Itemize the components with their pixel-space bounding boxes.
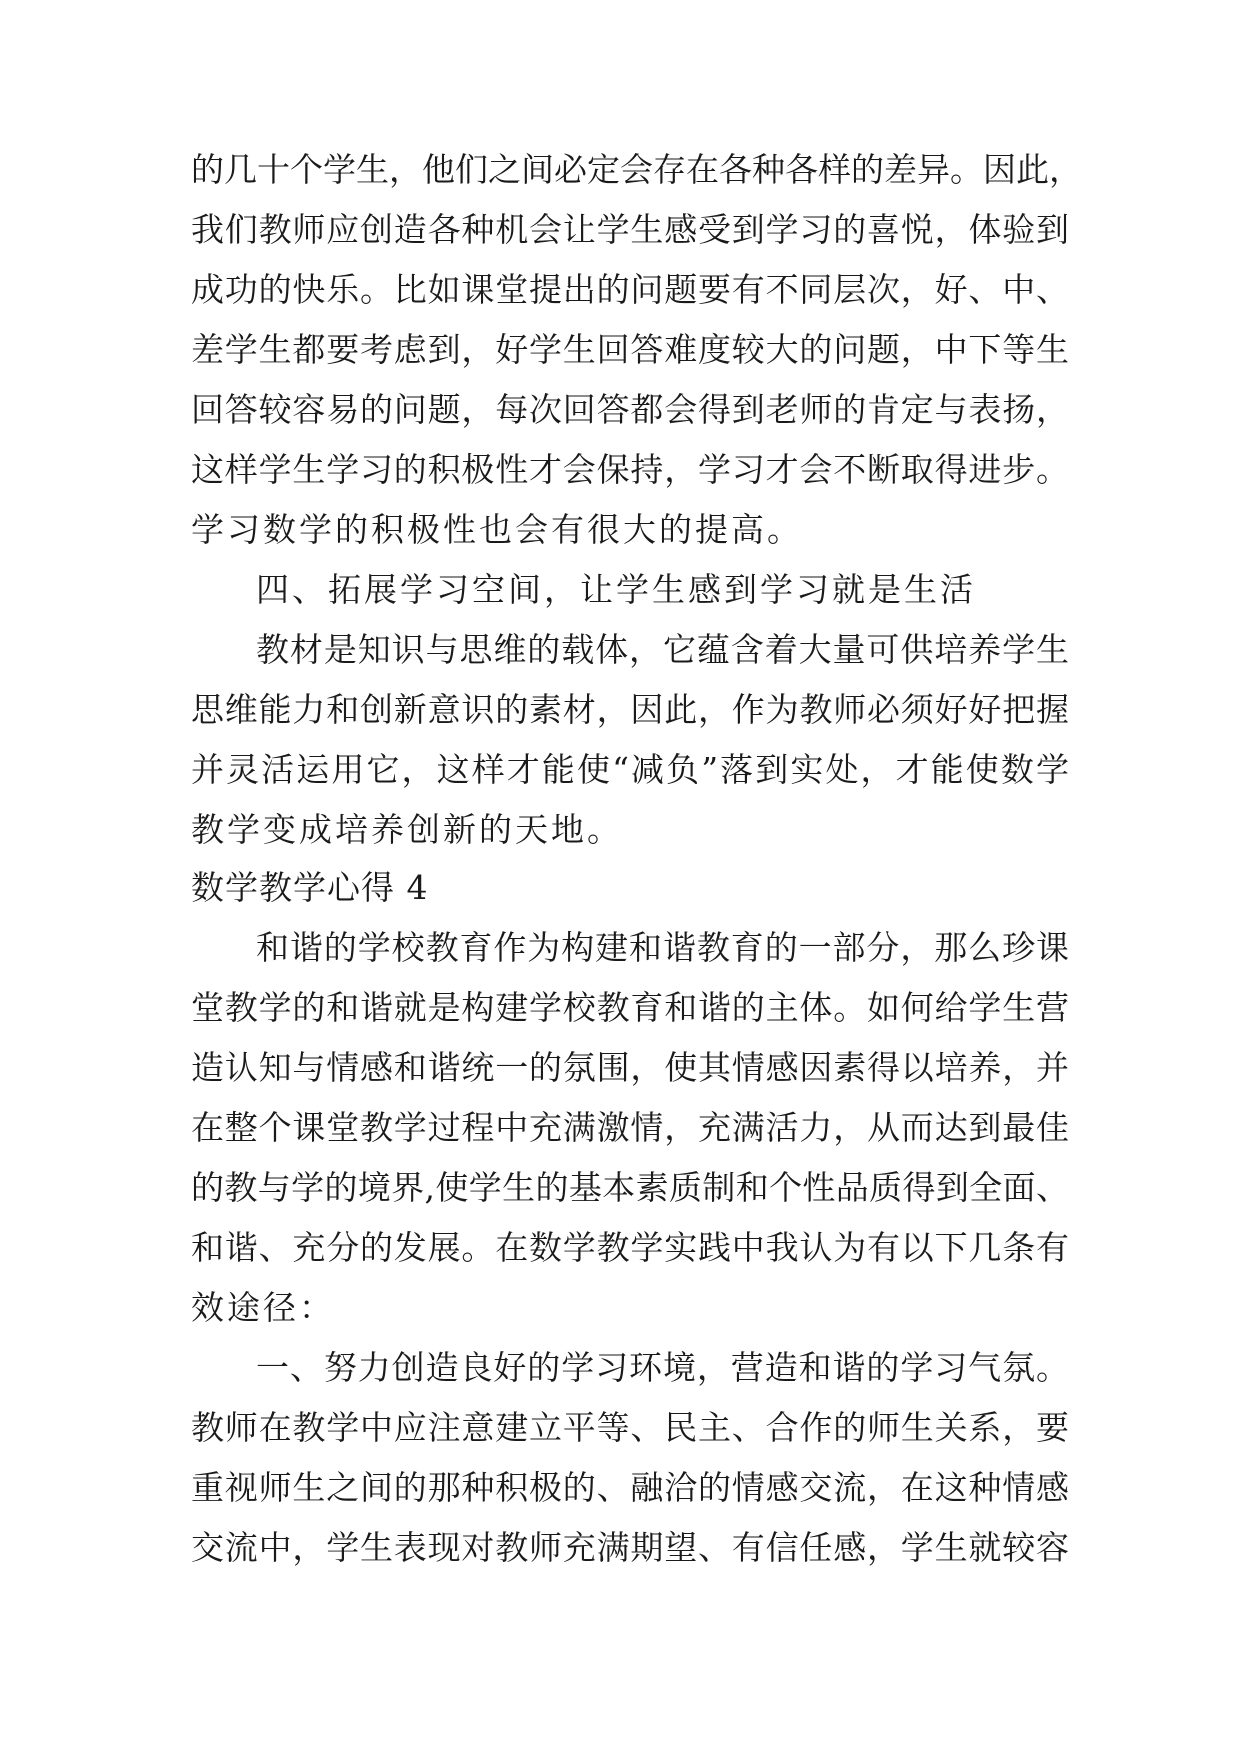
text-line: 重视师生之间的那种积极的、融洽的情感交流，在这种情感 (191, 1468, 1069, 1507)
text-line: 和谐的学校教育作为构建和谐教育的一部分，那么珍课 (256, 928, 1069, 967)
text-line: 造认知与情感和谐统一的氛围，使其情感因素得以培养，并 (191, 1048, 1069, 1087)
text-line: 学习数学的积极性也会有很大的提高。 (191, 510, 803, 549)
section-heading: 四、拓展学习空间，让学生感到学习就是生活 (256, 570, 976, 609)
text-line: 思维能力和创新意识的素材，因此，作为教师必须好好把握 (191, 690, 1069, 729)
text-line: 堂教学的和谐就是构建学校教育和谐的主体。如何给学生营 (191, 988, 1069, 1027)
text-line: 并灵活运用它，这样才能使“减负”落到实处，才能使数学 (191, 750, 1069, 789)
section-heading: 一、努力创造良好的学习环境，营造和谐的学习气氛。 (256, 1348, 1069, 1387)
text-line: 教学变成培养创新的天地。 (191, 810, 623, 849)
text-line: 的教与学的境界,使学生的基本素质制和个性品质得到全面、 (191, 1168, 1069, 1207)
text-line: 和谐、充分的发展。在数学教学实践中我认为有以下几条有 (191, 1228, 1069, 1267)
text-line: 回答较容易的问题，每次回答都会得到老师的肯定与表扬， (191, 390, 1069, 429)
text-line: 成功的快乐。比如课堂提出的问题要有不同层次，好、中、 (191, 270, 1069, 309)
text-line: 交流中，学生表现对教师充满期望、有信任感，学生就较容 (191, 1528, 1069, 1567)
text-line: 教材是知识与思维的载体，它蕴含着大量可供培养学生 (256, 630, 1069, 669)
text-line: 我们教师应创造各种机会让学生感受到学习的喜悦，体验到 (191, 210, 1069, 249)
text-line: 效途径： (191, 1288, 335, 1327)
text-line: 在整个课堂教学过程中充满激情，充满活力，从而达到最佳 (191, 1108, 1069, 1147)
text-line: 教师在教学中应注意建立平等、民主、合作的师生关系，要 (191, 1408, 1069, 1447)
text-line: 的几十个学生，他们之间必定会存在各种各样的差异。因此， (191, 150, 1082, 189)
text-line: 差学生都要考虑到，好学生回答难度较大的问题，中下等生 (191, 330, 1069, 369)
text-line: 这样学生学习的积极性才会保持，学习才会不断取得进步。 (191, 450, 1069, 489)
article-title: 数学教学心得 4 (191, 868, 429, 907)
